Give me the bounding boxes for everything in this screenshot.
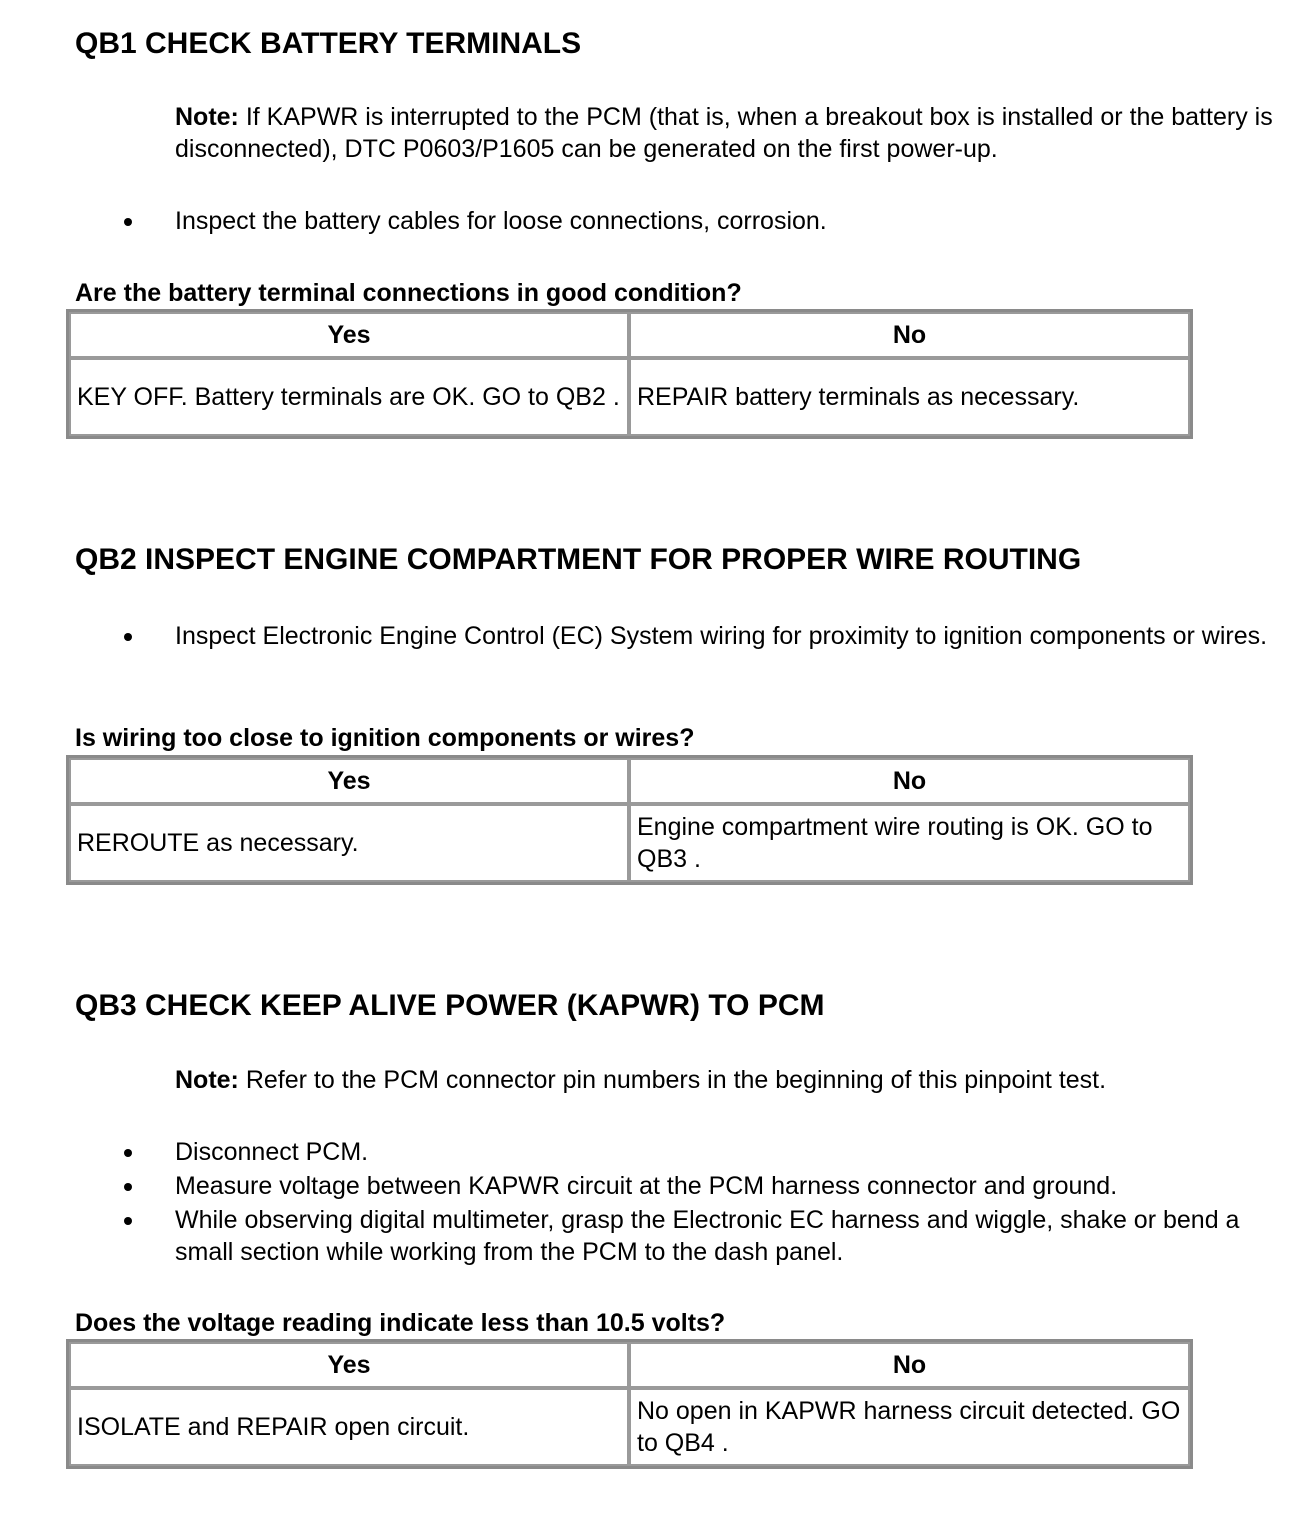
list-item-text: Inspect Electronic Engine Control (EC) System wiring for proximity to ignition components or wires.: [175, 622, 1268, 650]
yes-cell: KEY OFF. Battery terminals are OK. GO to QB2 .: [69, 358, 629, 436]
note-label: Note:: [175, 103, 239, 131]
section-heading: QB3 CHECK KEEP ALIVE POWER (KAPWR) TO PCM: [75, 989, 825, 1022]
yes-cell: ISOLATE and REPAIR open circuit.: [69, 1388, 629, 1466]
bullet-list: [0, 205, 1312, 237]
section-heading: QB1 CHECK BATTERY TERMINALS: [75, 27, 582, 60]
question: Are the battery terminal connections in good condition?: [75, 279, 742, 307]
no-header: No: [629, 1342, 1190, 1388]
question: Does the voltage reading indicate less than 10.5 volts?: [75, 1309, 726, 1337]
table-row: [69, 1388, 1190, 1466]
table-row: [69, 804, 1190, 882]
note: [175, 1064, 1285, 1096]
bullet-icon: [124, 1217, 132, 1225]
bullet-icon: [124, 1183, 132, 1191]
list-item-text: Measure voltage between KAPWR circuit at the PCM harness connector and ground.: [175, 1172, 1118, 1200]
note-text: If KAPWR is interrupted to the PCM (that is, when a breakout box is installed or the battery is disconnected), DTC P0603/P1605 can be generated on the first power-up.: [175, 103, 1273, 163]
no-cell: No open in KAPWR harness circuit detected. GO to QB4 .: [629, 1388, 1190, 1466]
yes-header: Yes: [69, 312, 629, 358]
no-cell: Engine compartment wire routing is OK. GO to QB3 .: [629, 804, 1190, 882]
yes-header: Yes: [69, 758, 629, 804]
bullet-list: [0, 1136, 1312, 1268]
table-header-row: [69, 758, 1190, 804]
yes-cell: REROUTE as necessary.: [69, 804, 629, 882]
list-item: [0, 1170, 1312, 1202]
bullet-list: [0, 620, 1312, 652]
bullet-icon: [124, 218, 132, 226]
list-item-text: Inspect the battery cables for loose connections, corrosion.: [175, 207, 827, 235]
question: Is wiring too close to ignition components or wires?: [75, 724, 695, 752]
note: [175, 101, 1285, 165]
note-text: Refer to the PCM connector pin numbers in the beginning of this pinpoint test.: [238, 1066, 1107, 1094]
bullet-icon: [124, 633, 132, 641]
yes-no-table: [66, 309, 1193, 439]
list-item: [0, 205, 1312, 237]
table-header-row: [69, 312, 1190, 358]
list-item: [0, 620, 1312, 652]
table-row: [69, 358, 1190, 436]
yes-no-table: [66, 755, 1193, 885]
table-header-row: [69, 1342, 1190, 1388]
yes-header: Yes: [69, 1342, 629, 1388]
no-header: No: [629, 758, 1190, 804]
list-item: [0, 1136, 1312, 1168]
no-header: No: [629, 312, 1190, 358]
no-cell: REPAIR battery terminals as necessary.: [629, 358, 1190, 436]
note-label: Note:: [175, 1066, 239, 1094]
section-heading: QB2 INSPECT ENGINE COMPARTMENT FOR PROPER WIRE ROUTING: [75, 543, 1082, 576]
list-item-text: While observing digital multimeter, grasp the Electronic EC harness and wiggle, shake or bend a small section while working from the PCM to the dash panel.: [175, 1206, 1240, 1266]
bullet-icon: [124, 1149, 132, 1157]
list-item-text: Disconnect PCM.: [175, 1138, 369, 1166]
list-item: [0, 1204, 1312, 1268]
yes-no-table: [66, 1339, 1193, 1469]
